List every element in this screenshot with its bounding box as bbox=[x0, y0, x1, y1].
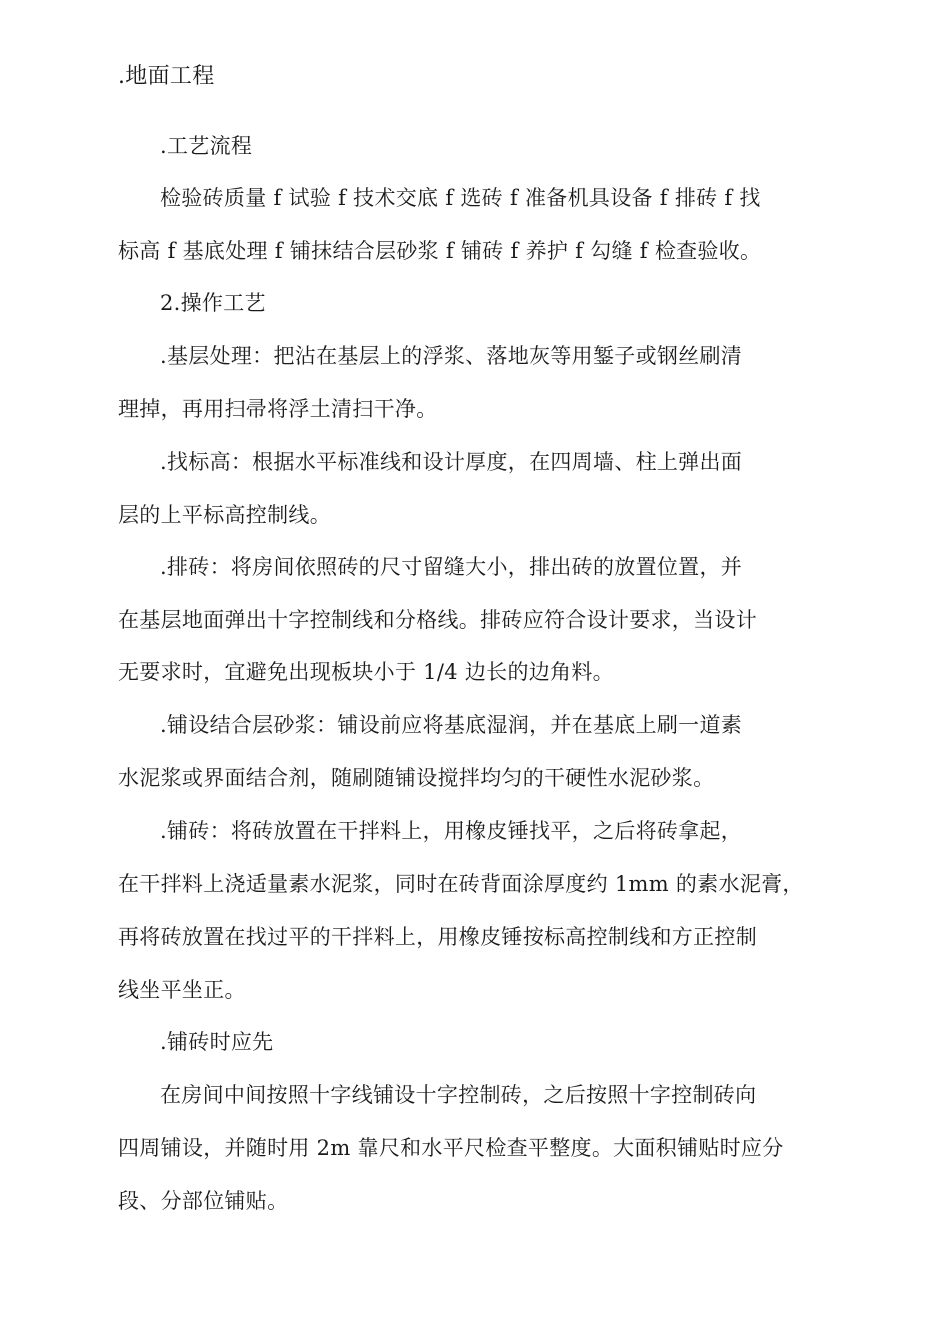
paragraph-line: 在干拌料上浇适量素水泥浆，同时在砖背面涂厚度约 1mm 的素水泥膏， bbox=[118, 872, 804, 896]
process-flow-line: 检验砖质量 f 试验 f 技术交底 f 选砖 f 准备机具设备 f 排砖 f 找 bbox=[160, 186, 761, 210]
paragraph-line: 段、分部位铺贴。 bbox=[118, 1189, 289, 1213]
paragraph-line: 层的上平标高控制线。 bbox=[118, 503, 331, 527]
paragraph-line: .排砖：将房间依照砖的尺寸留缝大小，排出砖的放置位置，并 bbox=[160, 555, 743, 579]
paragraph-line: .基层处理：把沾在基层上的浮浆、落地灰等用錾子或钢丝刷清 bbox=[160, 344, 743, 368]
paragraph-line: 在基层地面弹出十字控制线和分格线。排砖应符合设计要求，当设计 bbox=[118, 608, 757, 632]
paragraph-line: .找标高：根据水平标准线和设计厚度，在四周墙、柱上弹出面 bbox=[160, 450, 743, 474]
process-flow-line: 标高 f 基底处理 f 铺抹结合层砂浆 f 铺砖 f 养护 f 勾缝 f 检查验收。 bbox=[118, 239, 762, 263]
paragraph-line: .铺设结合层砂浆：铺设前应将基底湿润，并在基底上刷一道素 bbox=[160, 713, 743, 737]
paragraph-line: 理掉，再用扫帚将浮土清扫干净。 bbox=[118, 397, 438, 421]
paragraph-line: 四周铺设，并随时用 2m 靠尺和水平尺检查平整度。大面积铺贴时应分 bbox=[118, 1136, 784, 1160]
paragraph-line: 线坐平坐正。 bbox=[118, 978, 246, 1002]
paragraph-line: .铺砖：将砖放置在干拌料上，用橡皮锤找平，之后将砖拿起， bbox=[160, 819, 743, 843]
paragraph-line: 无要求时，宜避免出现板块小于 1/4 边长的边角料。 bbox=[118, 660, 614, 684]
section-heading-process: .工艺流程 bbox=[160, 134, 253, 158]
section-heading-operation: 2.操作工艺 bbox=[160, 291, 266, 315]
paragraph-line: .铺砖时应先 bbox=[160, 1030, 274, 1054]
paragraph-line: 再将砖放置在找过平的干拌料上，用橡皮锤按标高控制线和方正控制 bbox=[118, 925, 757, 949]
paragraph-line: 水泥浆或界面结合剂，随刷随铺设搅拌均匀的干硬性水泥砂浆。 bbox=[118, 766, 715, 790]
paragraph-line: 在房间中间按照十字线铺设十字控制砖，之后按照十字控制砖向 bbox=[160, 1083, 757, 1107]
document-title: .地面工程 bbox=[118, 64, 215, 89]
